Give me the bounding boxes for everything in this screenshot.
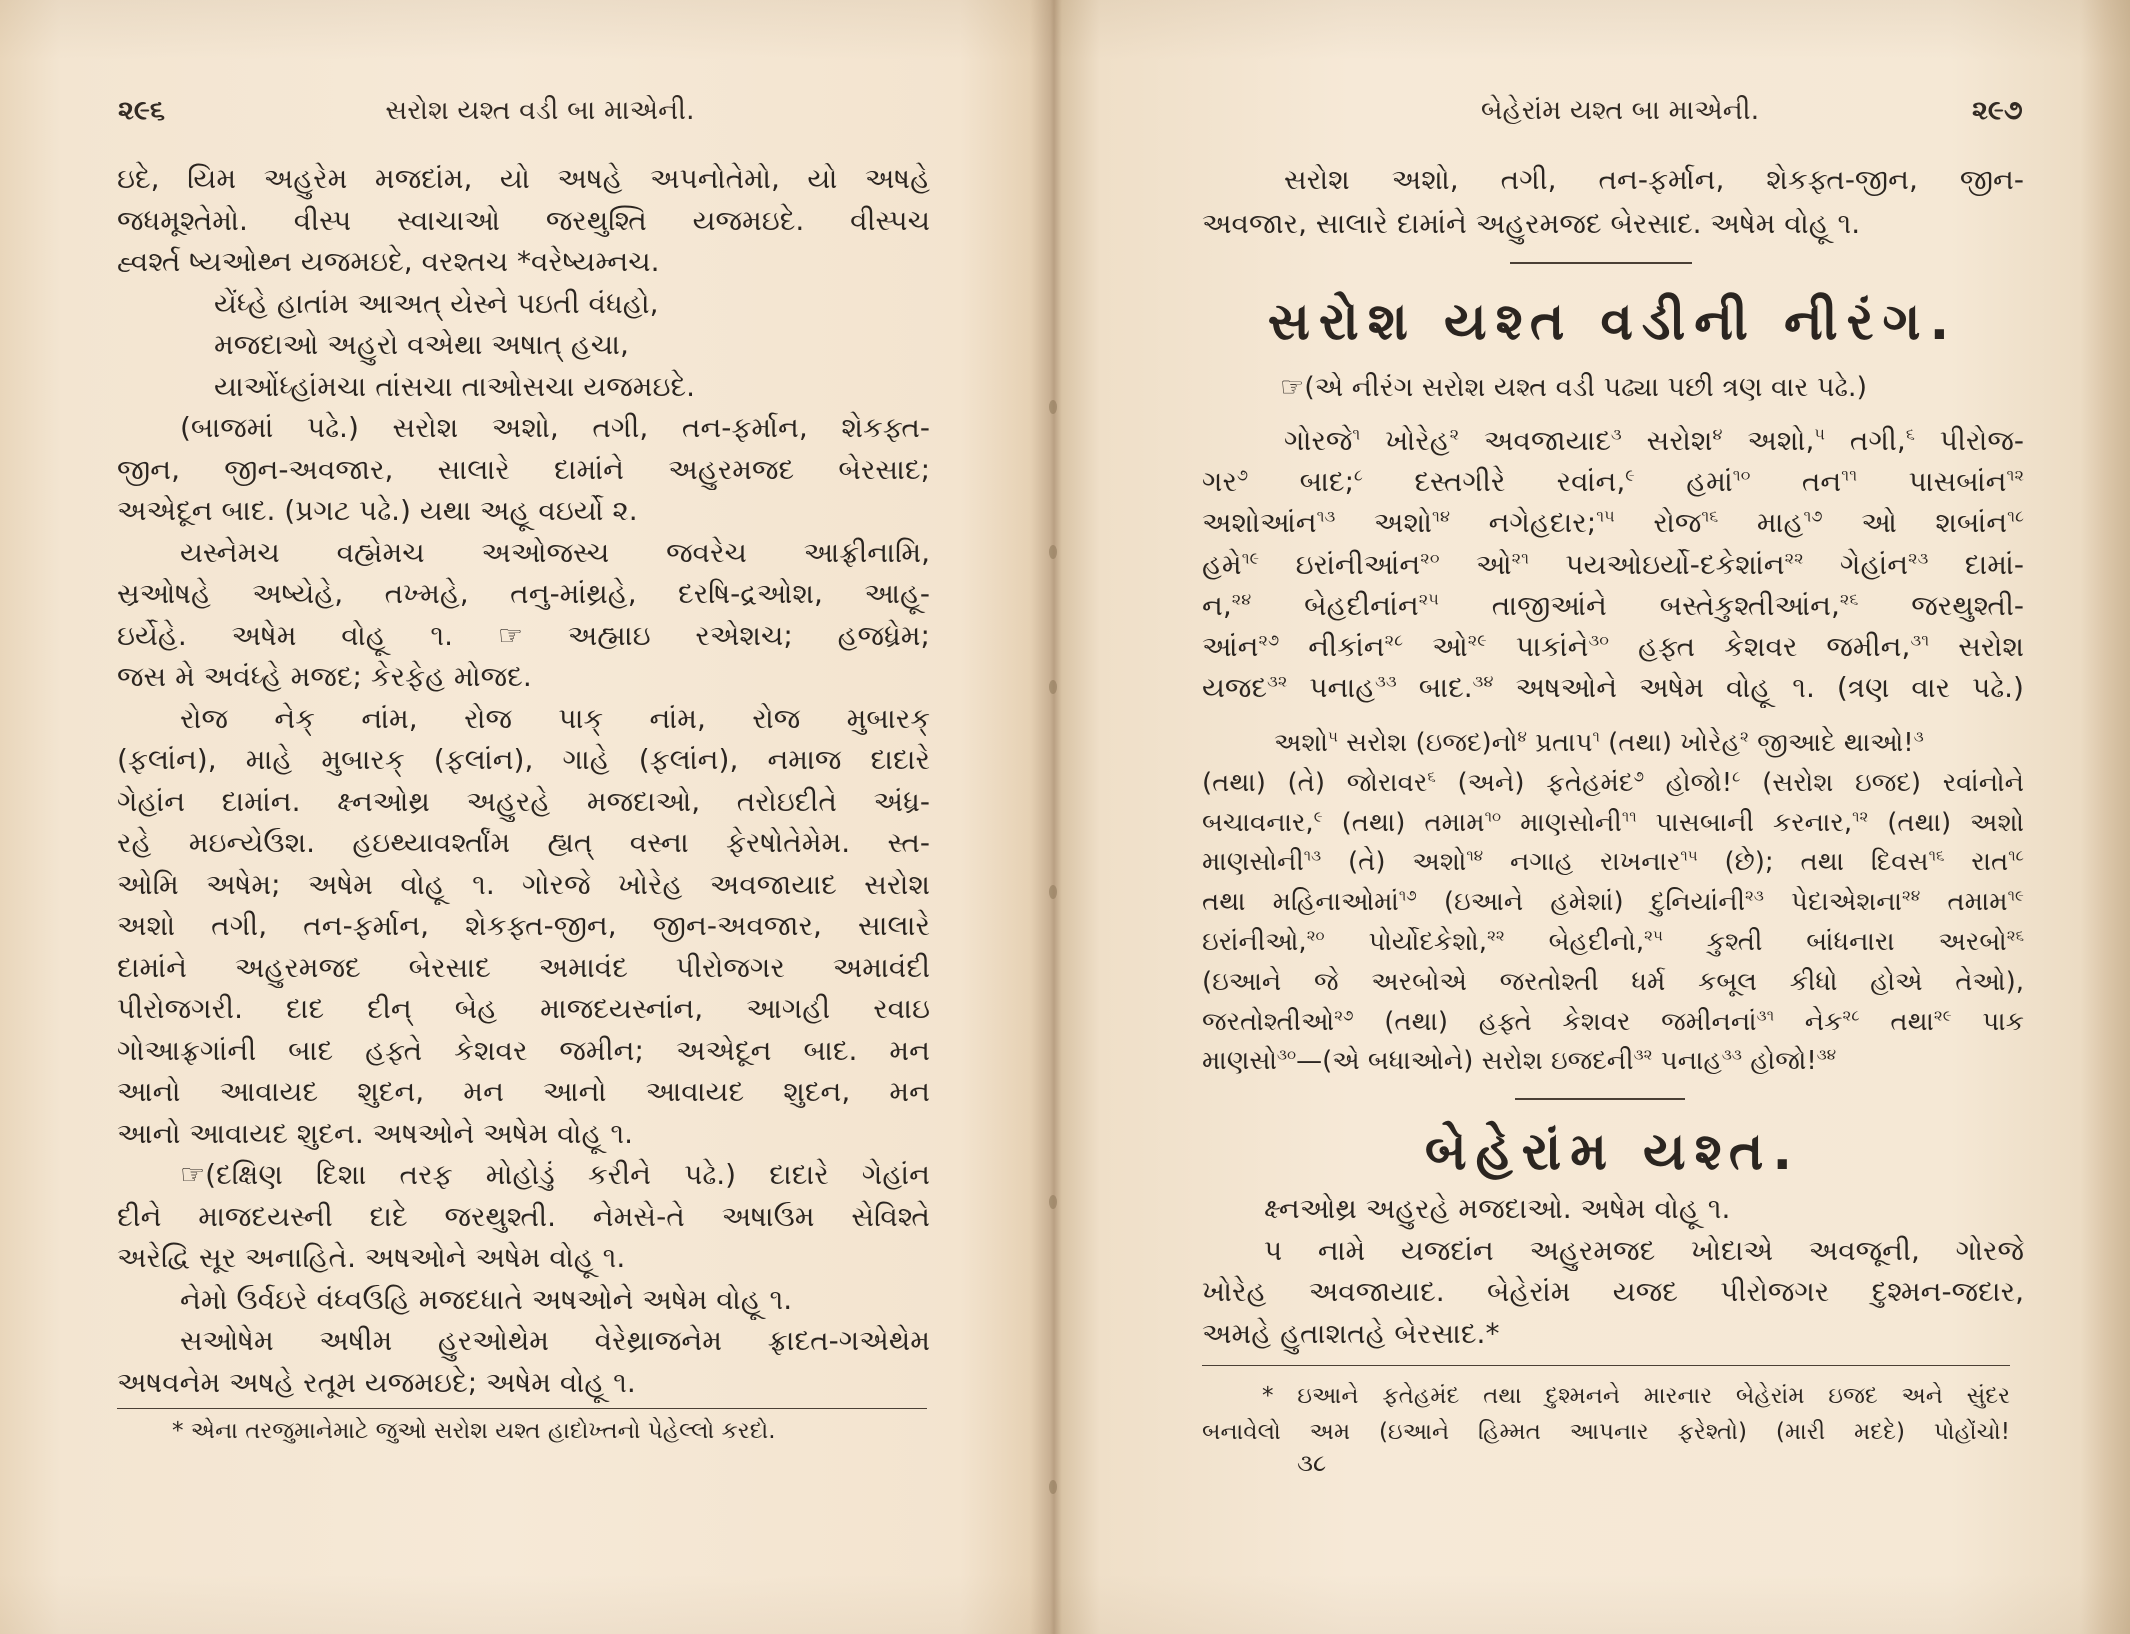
text-line: આનો આવાયદ શુદન. અષઓને અષેમ વોહૂ ૧. — [117, 1116, 633, 1150]
text-line: ખોરેહ અવજાયાદ. બેહેરાંમ યજદ પીરોજગર દુશ્મન-જદાર, — [1202, 1275, 2024, 1309]
binding-mark — [1049, 1195, 1057, 1209]
text-line: યસ્નેમચ વહ્મેમચ અઓજસ્ચ જવરેચ આફ્રીનામિ, — [180, 535, 930, 569]
text-line: અએદૂન બાદ. (પ્રગટ પઢે.) યથા અહૂ વઇર્યો ૨. — [117, 494, 638, 527]
text-line: બચાવનાર,$^૯$ (તથા) તમામ$^{૧૦}$ માણસોની$^{૧૧}$ પાસબાની કરનાર,$^{૧૨}$ (તથા) અશો — [1202, 806, 2024, 838]
text-line: રોજ નેક્ નાંમ, રોજ પાક્ નાંમ, રોજ મુબારક્ — [180, 701, 930, 735]
text-line: અમહે હુતાશતહે બેરસાદ.* — [1202, 1317, 1500, 1351]
text-line: ☞(દક્ષિણ દિશા તરફ મોહોડું કરીને પઢે.) દાદારે ગેહાંન — [180, 1158, 930, 1191]
text-line: સરોશ અશો, તગી, તન-ફર્માન, શેકફ્ત-જીન, જીન- — [1284, 163, 2024, 196]
footnote-line: * ઇઆને ફતેહમંદ તથા દુશ્મનને મારનાર બેહેરાંમ ઇજદ અને સુંદર — [1262, 1383, 2010, 1409]
text-line: અરેદ્વિ સૂર અનાહિતે. અષઓને અષેમ વોહૂ ૧. — [117, 1241, 626, 1274]
text-line: રહે મઇન્યેઉશ. હઇથ્યાવર્શ્તાંમ હ્યત્ વસ્ના ફેરષોતેમેમ. સ્ત- — [117, 826, 930, 859]
running-head: સરોશ યશ્ત વડી બા માએની. — [385, 95, 695, 126]
instruction-line: ☞(એ નીરંગ સરોશ યશ્ત વડી પઢ્યા પછી ત્રણ વાર પઢે.) — [1280, 372, 1868, 403]
text-line: અવજાર, સાલારે દામાંને અહુરમજદ બેરસાદ. અષેમ વોહૂ ૧. — [1202, 207, 1861, 240]
text-line: હમે$^{૧૯}$ ઇરાંનીઆંન$^{૨૦}$ ઓ$^{૨૧}$ પયઓઇર્યો-દકેશાંન$^{૨૨}$ ગેહાંન$^{૨૩}$ દામાં- — [1202, 547, 2024, 581]
text-line: અષવનેમ અષહે રતૂમ યજમઇદે; અષેમ વોહૂ ૧. — [117, 1365, 636, 1399]
text-line: અશો તગી, તન-ફર્માન, શેકફ્ત-જીન, જીન-અવજાર, સાલારે — [117, 909, 930, 942]
section-divider — [1510, 262, 1692, 264]
verse-line: યેંધ્હે હાતાંમ આઅત્ યેસ્ને પઇતી વંધહો, — [214, 286, 659, 320]
binding-mark — [1049, 1480, 1057, 1494]
section-divider — [1515, 1098, 1685, 1100]
text-line: ઇદે, યિમ અહુરેમ મજદાંમ, યો અષહે અપનોતેમો, યો અષહે — [117, 162, 930, 195]
text-line: પ નામે યજદાંન અહુરમજદ ખોદાએ અવજૂની, ગોરજે — [1264, 1233, 2024, 1267]
text-line: ઇર્યેહે. અષેમ વોહૂ ૧. ☞ અહ્માઇ રએશચ; હજધ્રેમ; — [117, 618, 930, 652]
binding-mark — [1049, 680, 1057, 694]
text-line: ક્ષ્નઓથ્ર અહુરહે મજદાઓ. અષેમ વોહૂ ૧. — [1264, 1192, 1731, 1225]
text-line: જીન, જીન-અવજાર, સાલારે દામાંને અહુરમજદ બેરસાદ; — [117, 452, 930, 486]
binding-mark — [1049, 885, 1057, 899]
translation-text — [1202, 724, 2024, 1082]
text-line: ગોઆફ્રગાંની બાદ હફ્તે કેશવર જમીન; અએદૂન બાદ. મન — [117, 1033, 930, 1067]
text-line: પીરોજગરી. દાદ દીન્ બેહ માજદયસ્નાંન, આગહી રવાઇ — [117, 992, 930, 1025]
text-line: (તથા) (તે) જોરાવર$^૬$ (અને) ફતેહમંદ$^૭$ હોજો!$^૮$ (સરોશ ઇજદ) રવાંનોને — [1202, 767, 2024, 798]
section-heading: બેહેરાંમ યશ્ત. — [1424, 1122, 1802, 1182]
section-heading: સરોશ યશ્ત વડીની નીરંગ. — [1267, 292, 1959, 352]
footnote — [1202, 1378, 2010, 1450]
text-line: જસ મે અવંધ્હે મજદ; કેરફેહ મોજદ. — [117, 660, 532, 693]
text-line: જધમૂશ્તેમો. વીસ્પ સ્વાચાઓ જરથુશ્તિ યજમઇદે. વીસ્પચ — [117, 203, 930, 237]
text-line: અશો$^૫$ સરોશ (ઇજદ)નો$^૪$ પ્રતાપ$^૧$ (તથા) ખોરેહ$^૨$ જીઆદે થાઓ!$^૩$ — [1274, 727, 1924, 758]
running-head: બેહેરાંમ યશ્ત બા માએની. — [1480, 95, 1760, 126]
text-line: ન,$^{૨૪}$ બેહદીનાંન$^{૨૫}$ તાજીઆંને બસ્તેકુશ્તીઆંન,$^{૨૬}$ જરથુશ્તી- — [1202, 588, 2024, 622]
footnote-line: બનાવેલો અમ (ઇઆને હિમ્મત આપનાર ફરેશ્તો) (મારી મદદે) પોહોંચો! — [1202, 1419, 2010, 1445]
text-line: નેમો ઉર્વઇરે વંધ્વઉહિ મજદધાતે અષઓને અષેમ વોહૂ ૧. — [180, 1282, 793, 1316]
text-line: યજદ$^{૩૨}$ પનાહ$^{૩૩}$ બાદ.$^{૩૪}$ અષઓને અષેમ વોહૂ ૧. (ત્રણ વાર પઢે.) — [1202, 671, 2024, 705]
text-line: માણસો$^{૩૦}$—(એ બધાઓને) સરોશ ઇજદની$^{૩૨}$ પનાહ$^{૩૩}$ હોજો!$^{૩૪}$ — [1202, 1045, 1837, 1077]
text-line: સઓષેમ અષીમ હુરઓથેમ વેરેથ્રાજનેમ ફ્રાદત-ગએથેમ — [180, 1324, 930, 1357]
binding-mark — [1049, 545, 1057, 559]
text-line: માણસોની$^{૧૩}$ (તે) અશો$^{૧૪}$ નગાહ રાખનાર$^{૧૫}$ (છે); તથા દિવસ$^{૧૬}$ રાત$^{૧૮}$ — [1202, 846, 2024, 878]
text-line: દામાંને અહુરમજદ બેરસાદ અમાવંદ પીરોજગર અમાવંદી — [117, 950, 930, 984]
text-line: (ઇઆને જે અરબોએ જરતોશ્તી ધર્મ કબૂલ કીધો હોએ તેઓ), — [1202, 966, 2024, 997]
top-shading — [0, 0, 2130, 60]
text-line: ગોરજે$^૧$ ખોરેહ$^૨$ અવજાયાદ$^૩$ સરોશ$^૪$ અશો,$^૫$ તગી,$^૬$ પીરોજ- — [1284, 424, 2024, 457]
text-line: (બાજમાં પઢે.) સરોશ અશો, તગી, તન-ફર્માન, શેકફ્ત- — [180, 411, 930, 444]
instruction — [1202, 368, 2024, 408]
footnote: * એના તરજુમાનેમાટે જુઓ સરોશ યશ્ત હાદોખ્તનો પેહેલ્લો કરદો. — [172, 1418, 776, 1444]
text-line: દીને માજદયસ્ની દાદે જરથુશ્તી. નેમસે-તે અષાઉમ સેવિશ્તે — [117, 1199, 930, 1233]
verse-line: મજદાઓ અહુરો વએથા અષાત્ હચા, — [214, 328, 629, 361]
footnote-rule — [117, 1408, 927, 1409]
text-line: ગર$^૭$ બાદ;$^૮$ દસ્તગીરે રવાંન,$^૯$ હમાં$^{૧૦}$ તન$^{૧૧}$ પાસબાંન$^{૧૨}$ — [1202, 465, 2024, 499]
text-line: ઓમિ અષેમ; અષેમ વોહૂ ૧. ગોરજે ખોરેહ અવજાયાદ સરોશ — [117, 867, 930, 901]
text-line: તથા મહિનાઓમાં$^{૧૭}$ (ઇઆને હમેશાં) દુનિયાંની$^{૨૩}$ પેદાએશના$^{૨૪}$ તમામ$^{૧૯}$ — [1202, 886, 2024, 918]
page-number: ૨૯૭ — [1972, 95, 2023, 126]
text-line: આંન$^{૨૭}$ નીકાંન$^{૨૮}$ ઓ$^{૨૯}$ પાકાંને$^{૩૦}$ હફ્ત કેશવર જમીન,$^{૩૧}$ સરોશ — [1202, 629, 2024, 663]
left-page-body — [117, 158, 930, 1403]
text-line: અશોઆંન$^{૧૩}$ અશો$^{૧૪}$ નગેહદાર;$^{૧૫}$ રોજ$^{૧૬}$ માહ$^{૧૭}$ ઓ શબાંન$^{૧૮}$ — [1202, 506, 2024, 540]
signature-mark: ૩૮ — [1297, 1449, 1327, 1477]
text-line: (ફલાંન), માહે મુબારક્ (ફલાંન), ગાહે (ફલાંન), નમાજ દાદારે — [117, 743, 930, 776]
text-line: ઇરાંનીઓ,$^{૨૦}$ પોર્યોદકેશો,$^{૨૨}$ બેહદીનો,$^{૨૫}$ કુશ્તી બાંધનારા અરબો$^{૨૬}$ — [1202, 926, 2024, 957]
nirang-text — [1202, 420, 2024, 708]
binding-mark — [1049, 400, 1057, 414]
text-line: જરતોશ્તીઓ$^{૨૭}$ (તથા) હફ્તે કેશવર જમીનનાં$^{૩૧}$ નેક$^{૨૮}$ તથા$^{૨૯}$ પાક — [1202, 1005, 2024, 1037]
verse-line: યાઓંધ્હાંમચા તાંસચા તાઓસચા યજમઇદે. — [214, 369, 696, 403]
text-line: હ્વર્શ્ત ષ્યઓથ્ન યજમઇદે, વરશ્તચ *વરેષ્યમ્નચ. — [117, 245, 660, 278]
page-number: ૨૯૬ — [118, 95, 165, 126]
bahram-text — [1202, 1188, 2024, 1355]
intro-text — [1202, 158, 2024, 246]
text-line: સ્રઓષહે અષ્યેહે, તખ્મહે, તનુ-માંથ્રહે, દરષિ-દ્રઓશ, આહૂ- — [117, 577, 930, 610]
text-line: ગેહાંન દામાંન. ક્ષ્નઓથ્ર અહુરહે મજદાઓ, તરોઇદીતે અંધ્ર- — [117, 784, 930, 818]
bottom-shading — [0, 1574, 2130, 1634]
text-line: આનો આવાયદ શુદન, મન આનો આવાયદ શુદન, મન — [117, 1075, 930, 1108]
footnote-rule — [1202, 1365, 2010, 1366]
